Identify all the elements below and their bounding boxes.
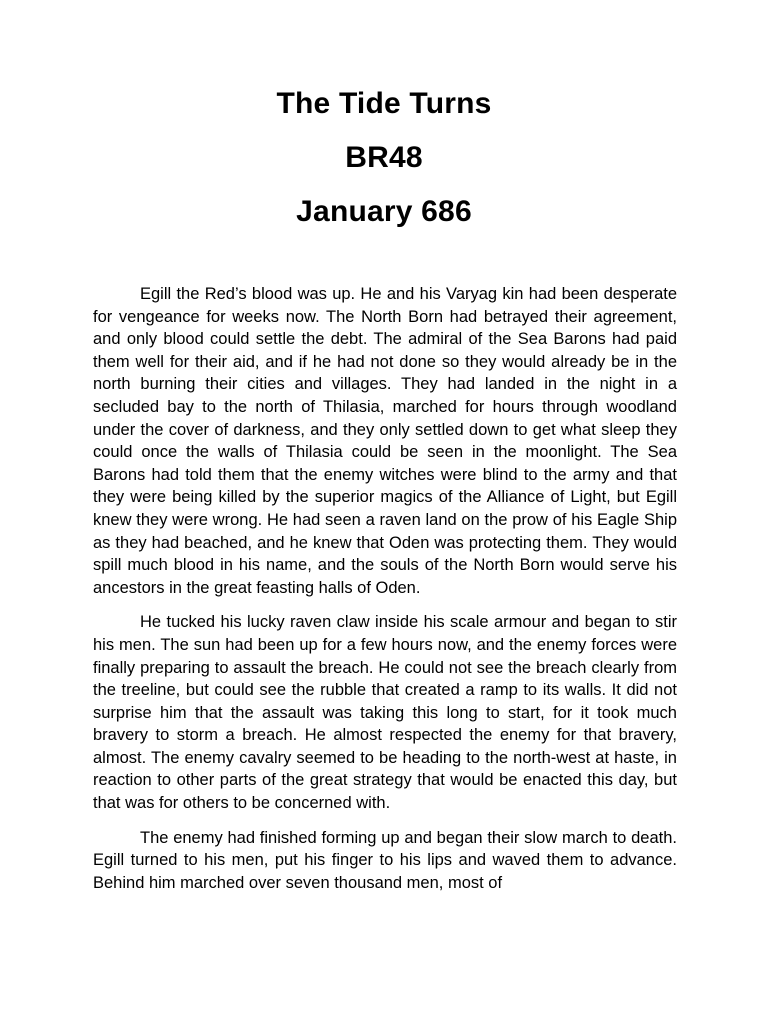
paragraph: He tucked his lucky raven claw inside his scale armour and began to stir his men. The sun had been up for a few hours now, and the enemy forces were finally preparing to assault the breach. He could not see the breach clearly from the treeline, but could see the rubble that created a ramp to its walls. It did not surprise him that the assault was taking this long to start, for it took much bravery to storm a breach. He almost respected the enemy for that bravery, almost. The enemy cavalry seemed to be heading to the north-west at haste, in reaction to other parts of the great strategy that would be enacted this day, but that was for others to be concerned with.	[93, 613, 677, 813]
paragraph: Egill the Red’s blood was up. He and his Varyag kin had been desperate for vengeance for weeks now. The North Born had betrayed their agreement, and only blood could settle the debt. The admiral of the Sea Barons had paid them well for their aid, and if he had not done so they would already be in the north burning their cities and villages. They had landed in the night in a secluded bay to the north of Thilasia, marched for hours through woodland under the cover of darkness, and they only settled down to get what sleep they could once the walls of Thilasia could be seen in the moonlight. The Sea Barons had told them that the enemy witches were blind to the army and that they were being killed by the superior magics of the Alliance of Light, but Egill knew they were wrong. He had seen a raven land on the prow of his Eagle Ship as they had beached, and he knew that Oden was protecting them. They would spill much blood in his name, and the souls of the North Born would serve his ancestors in the great feasting halls of Oden.	[93, 285, 677, 597]
chapter-title: The Tide Turns	[276, 87, 492, 120]
body-text	[93, 283, 677, 894]
chapter-code: BR48	[345, 141, 423, 174]
chapter-date: January 686	[296, 195, 472, 228]
paragraph: The enemy had finished forming up and began their slow march to death. Egill turned to his men, put his finger to his lips and waved them to advance. Behind him marched over seven thousand men, most of	[93, 828, 677, 892]
chapter-heading	[0, 86, 768, 248]
